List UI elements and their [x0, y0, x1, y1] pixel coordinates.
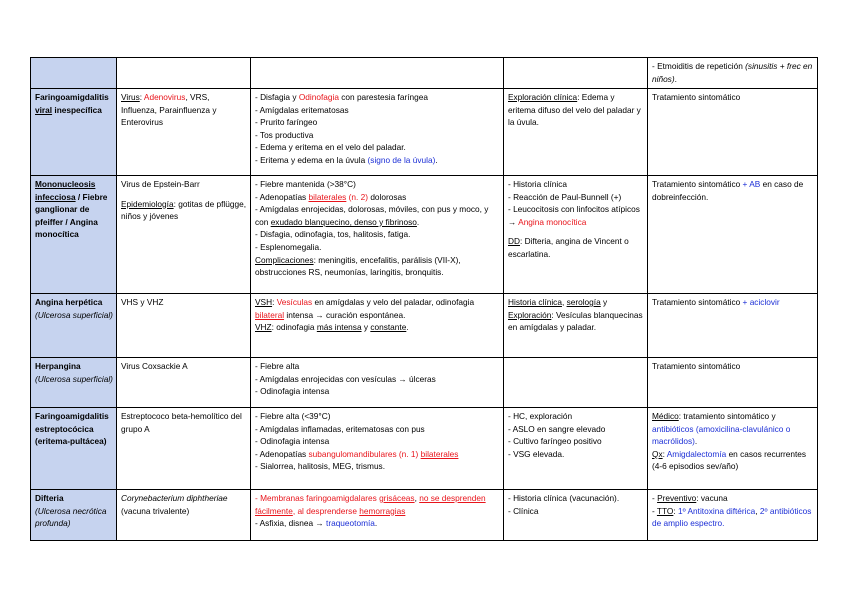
text: Qx — [652, 448, 663, 459]
clinic-cell — [251, 408, 504, 490]
text: : meningitis, encefalitis, parálisis (VII-X), obstrucciones RS, neumonías, laringitis, bronquitis. — [255, 254, 461, 278]
text: antibióticos (amoxicilina-clavulánico o macrólidos) — [652, 423, 791, 447]
line: - Fiebre alta (<39°C) — [255, 411, 331, 421]
text: en caso de dobreinfección. — [652, 179, 804, 202]
clinic-cell — [251, 89, 504, 176]
text: bilaterales — [420, 448, 459, 459]
text: - Leucocitosis con linfocitos atípicos → — [508, 204, 640, 227]
text: Epidemiología — [121, 198, 174, 209]
line: - Reacción de Paul-Bunnell (+) — [508, 191, 622, 202]
table-row — [31, 490, 818, 541]
text: más intensa — [316, 322, 362, 333]
clinic-cell — [251, 294, 504, 358]
disease-cell — [31, 294, 117, 358]
treatment-cell — [648, 294, 818, 358]
text: Virus Coxsackie A — [121, 361, 188, 371]
line — [255, 203, 500, 228]
line — [652, 410, 814, 448]
text: Mononucleosis infecciosa — [35, 179, 96, 202]
text: , — [561, 297, 567, 307]
text: (n. 2) — [346, 191, 369, 202]
text: en casos recurrentes (4-6 episodios sev/año) — [652, 448, 807, 472]
text: traqueotomía — [326, 518, 375, 529]
text: bilaterales — [308, 191, 347, 202]
text: TTO — [656, 505, 674, 516]
line: - Amígdalas enrojecidas con vesículas → úlceras — [255, 373, 436, 384]
treatment-cell — [648, 58, 818, 89]
text: 2º antibióticos de amplio espectro. — [652, 505, 812, 529]
text: Tratamiento sintomático — [652, 179, 743, 189]
disease-cell — [31, 176, 117, 294]
text: Vesículas — [276, 297, 313, 307]
text: . — [416, 216, 420, 227]
line: - Esplenomegalia. — [255, 241, 322, 252]
text: Faringoamigdalitis — [35, 92, 109, 102]
text: Estreptococo beta-hemolítico del grupo A — [121, 411, 242, 434]
text: Tratamiento sintomático — [652, 361, 741, 371]
text: - Eritema y edema en la úvula — [255, 154, 368, 165]
line: Virus de Epstein-Barr — [121, 179, 200, 189]
text: constante — [370, 322, 407, 333]
table-row — [31, 58, 818, 89]
text: en amígdalas y velo del paladar, odinofagia — [312, 297, 475, 307]
text: Complicaciones — [255, 254, 314, 265]
text: : tratamiento sintomático y — [678, 411, 776, 421]
diagnosis-cell — [504, 294, 648, 358]
text: intensa → curación espontánea. — [284, 309, 406, 320]
text: subangulomandibulares (n. 1) — [308, 448, 419, 459]
line: - Fiebre alta — [255, 361, 300, 371]
text: Odinofagia — [298, 92, 339, 102]
line — [121, 198, 247, 223]
cause-cell — [117, 490, 251, 541]
text: , VRS, Influenza, Parainfluenza y Enterovirus — [121, 92, 217, 128]
text: Preventivo — [657, 493, 697, 503]
text: - Adenopatías — [255, 191, 309, 202]
line: - Tos productiva — [255, 129, 314, 140]
line: - VSG elevada. — [508, 448, 565, 459]
text: : — [662, 448, 667, 459]
text: Difteria — [35, 493, 64, 503]
disease-cell — [31, 490, 117, 541]
line: - Fiebre mantenida (>38°C) — [255, 179, 356, 189]
text: DD — [508, 236, 520, 247]
text: VHS y VHZ — [121, 297, 164, 307]
text: - Amígdalas enrojecidas, dolorosas, móviles, con pus y moco, y con — [255, 204, 489, 227]
cause-cell — [117, 89, 251, 176]
line — [255, 321, 500, 334]
text: bilateral — [255, 309, 285, 320]
text: inespecífica — [52, 104, 102, 115]
text: Angina herpética — [35, 297, 103, 307]
text: grisáceas — [379, 493, 415, 503]
disease-cell — [31, 358, 117, 408]
disease-cell — [31, 89, 117, 176]
line: - Historia clínica — [508, 179, 568, 189]
text: hemorragias — [359, 505, 406, 516]
line: - Odinofagia intensa — [255, 436, 330, 447]
line: - Historia clínica (vacunación). — [508, 493, 620, 503]
text: : gotitas de pflügge, niños y jóvenes — [121, 198, 247, 222]
text: (Ulcerosa necrótica profunda) — [35, 505, 107, 529]
line: - Odinofagia intensa — [255, 386, 330, 397]
text: VSH — [255, 297, 273, 307]
line — [255, 91, 500, 104]
text: . — [674, 73, 677, 84]
line — [255, 448, 500, 461]
line — [255, 296, 500, 321]
text: exudado blanquecino, denso y fibrinoso — [270, 216, 417, 227]
line: - Amígdalas inflamadas, eritematosas con pus — [255, 423, 425, 434]
line: - Sialorrea, halitosis, MEG, trismus. — [255, 461, 386, 472]
text: 1º Antitoxina diftérica — [678, 505, 756, 516]
treatment-cell — [648, 358, 818, 408]
text: (sinusitis + frec en niños) — [652, 61, 813, 84]
text: : — [139, 92, 144, 102]
line — [255, 254, 500, 279]
text: (Ulcerosa superficial) — [35, 373, 113, 384]
text: - Disfagia y — [255, 92, 299, 102]
clinic-cell — [251, 176, 504, 294]
text: serología — [566, 297, 601, 307]
text: : — [272, 297, 277, 307]
cause-cell — [117, 58, 251, 89]
line — [508, 203, 644, 228]
text: , al desprenderse — [292, 505, 360, 516]
text: Tratamiento sintomático — [652, 92, 741, 102]
table-row — [31, 294, 818, 358]
text: + AB — [742, 179, 761, 189]
text: : Vesículas blanquecinas en amígdalas y paladar. — [508, 309, 643, 333]
line: - Prurito faríngeo — [255, 117, 318, 128]
line: - Disfagia, odinofagia, tos, halitosis, fatiga. — [255, 229, 411, 240]
text: - — [652, 505, 657, 516]
line — [652, 505, 814, 530]
text: : Difteria, angina de Vincent o escarlatina. — [508, 236, 629, 259]
line — [255, 492, 500, 517]
disease-cell — [31, 408, 117, 490]
text: y — [361, 322, 371, 333]
treatment-cell — [648, 490, 818, 541]
cause-cell — [117, 358, 251, 408]
disease-cell — [31, 58, 117, 89]
text: y — [600, 297, 608, 307]
text: . — [406, 322, 409, 333]
text: viral — [35, 104, 53, 115]
diagnosis-cell — [504, 89, 648, 176]
treatment-cell — [648, 176, 818, 294]
table-row — [31, 408, 818, 490]
line: - Clínica — [508, 505, 539, 516]
text: : — [673, 505, 678, 516]
text: . — [694, 436, 698, 447]
diagnosis-cell — [504, 58, 648, 89]
treatment-cell — [648, 408, 818, 490]
pathology-table — [30, 57, 818, 541]
cause-cell — [117, 294, 251, 358]
line: - Edema y eritema en el velo del paladar. — [255, 142, 406, 153]
text: Tratamiento sintomático — [652, 297, 743, 307]
text: - Membranas faringoamigdalares — [255, 493, 380, 503]
text: (signo de la úvula) — [367, 154, 436, 165]
treatment-cell — [648, 89, 818, 176]
line: - Cultivo faríngeo positivo — [508, 436, 602, 447]
line: - HC, exploración — [508, 411, 573, 421]
text: Virus — [121, 92, 140, 102]
clinic-cell — [251, 490, 504, 541]
text: - Adenopatías — [255, 448, 309, 459]
text: (vacuna trivalente) — [121, 505, 190, 516]
line — [508, 235, 644, 260]
diagnosis-cell — [504, 490, 648, 541]
line — [255, 191, 500, 204]
clinic-cell — [251, 358, 504, 408]
text: con parestesia faríngea — [338, 92, 428, 102]
text: VHZ — [255, 322, 272, 333]
line — [255, 154, 500, 167]
text: : odinofagia — [271, 322, 317, 333]
text: Faringoamigdalitis estreptocócica (eritema-pultácea) — [35, 411, 109, 447]
diagnosis-cell — [504, 358, 648, 408]
text: , — [755, 505, 760, 516]
table-row — [31, 89, 818, 176]
text: Herpangina — [35, 361, 81, 371]
text: Historia clínica — [508, 297, 562, 307]
text: Angina monocítica — [518, 216, 587, 227]
clinic-cell — [251, 58, 504, 89]
cause-cell — [117, 408, 251, 490]
text: Médico — [652, 411, 679, 421]
text: no se desprenden fácilmente — [255, 493, 486, 516]
cause-cell — [117, 176, 251, 294]
line — [255, 517, 500, 530]
text: + aciclovir — [742, 297, 780, 307]
text: . — [435, 154, 438, 165]
text: . — [374, 518, 378, 529]
diagnosis-cell — [504, 176, 648, 294]
text: : Edema y eritema difuso del velo del paladar y la úvula. — [508, 92, 641, 128]
text: Adenovirus — [143, 92, 186, 102]
text: / Fiebre ganglionar de pfeiffer / Angina monocítica — [35, 191, 108, 240]
text: : vacuna — [696, 493, 728, 503]
text: Exploración — [508, 309, 552, 320]
text: dolorosas — [368, 191, 407, 202]
table-row — [31, 358, 818, 408]
line: - ASLO en sangre elevado — [508, 423, 606, 434]
text: Corynebacterium diphtheriae — [121, 493, 228, 503]
text: - — [652, 493, 658, 503]
text: (Ulcerosa superficial) — [35, 309, 113, 320]
line — [652, 448, 814, 473]
text: Exploración clínica — [508, 92, 578, 102]
diagnosis-cell — [504, 408, 648, 490]
text: - Etmoiditis de repetición — [652, 61, 746, 71]
text: Amigdalectomía — [666, 448, 727, 459]
text: , — [414, 493, 420, 503]
line — [652, 492, 814, 505]
line: - Amígdalas eritematosas — [255, 104, 349, 115]
table-row — [31, 176, 818, 294]
text: - Asfixia, disnea → — [255, 518, 327, 529]
